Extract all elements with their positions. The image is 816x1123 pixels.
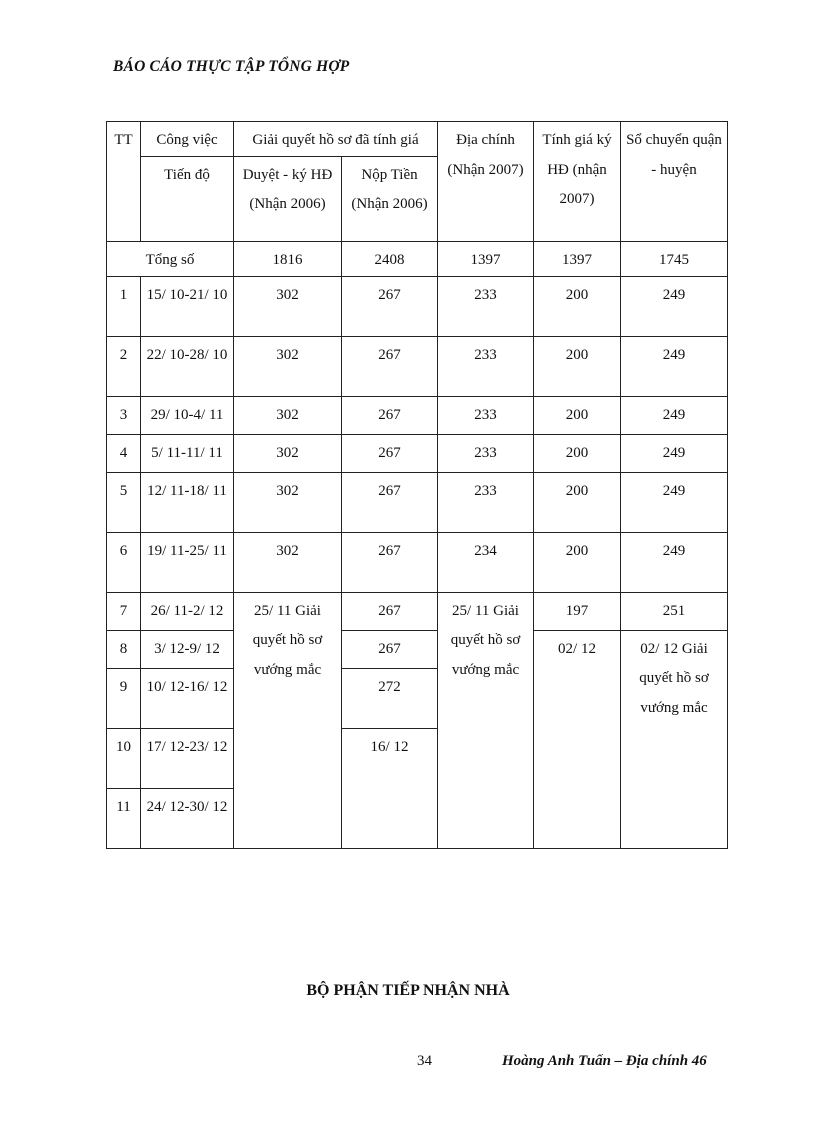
row-tt: 1 [107, 276, 141, 336]
report-header-title: BÁO CÁO THỰC TẬP TỔNG HỢP [113, 58, 350, 75]
row-tt: 5 [107, 472, 141, 532]
row-tinh-gia: 200 [534, 276, 621, 336]
row-so-chuyen: 249 [621, 472, 728, 532]
table-row [107, 336, 728, 396]
row-tt: 9 [107, 668, 141, 728]
row-period: 15/ 10-21/ 10 [141, 276, 234, 336]
header-giai-quyet: Giải quyết hồ sơ đã tính giá [234, 122, 438, 157]
footer-author: Hoàng Anh Tuấn – Địa chính 46 [502, 1053, 707, 1069]
row-nop-tien: 267 [342, 630, 438, 668]
row-period: 3/ 12-9/ 12 [141, 630, 234, 668]
row-tinh-gia: 200 [534, 532, 621, 592]
total-label: Tổng số [107, 241, 234, 276]
row-tt: 11 [107, 788, 141, 848]
header-tien-do: Tiến độ [141, 156, 234, 241]
row-dia-chinh: 233 [438, 396, 534, 434]
progress-table [106, 121, 728, 849]
row-tinh-gia: 200 [534, 336, 621, 396]
header-tt: TT [107, 122, 141, 242]
merged-duyet-note: 25/ 11 Giải quyết hồ sơ vướng mắc [234, 592, 342, 848]
total-dia-chinh: 1397 [438, 241, 534, 276]
table-row [107, 472, 728, 532]
row-duyet: 302 [234, 434, 342, 472]
row-so-chuyen: 249 [621, 434, 728, 472]
row-duyet: 302 [234, 276, 342, 336]
row-tt: 7 [107, 592, 141, 630]
row-nop-tien: 267 [342, 434, 438, 472]
row-so-chuyen: 251 [621, 592, 728, 630]
header-dia-chinh: Địa chính (Nhận 2007) [438, 122, 534, 242]
row-duyet: 302 [234, 336, 342, 396]
merged-so-chuyen-note: 02/ 12 Giải quyết hồ sơ vướng mắc [621, 630, 728, 848]
table-header-row [107, 122, 728, 157]
row-tt: 2 [107, 336, 141, 396]
table-row [107, 276, 728, 336]
row-period: 22/ 10-28/ 10 [141, 336, 234, 396]
total-so-chuyen: 1745 [621, 241, 728, 276]
header-nop-tien: Nộp Tiền (Nhận 2006) [342, 156, 438, 241]
row-period: 19/ 11-25/ 11 [141, 532, 234, 592]
total-tinh-gia: 1397 [534, 241, 621, 276]
table-row [107, 532, 728, 592]
row-dia-chinh: 233 [438, 276, 534, 336]
row-so-chuyen: 249 [621, 396, 728, 434]
row-so-chuyen: 249 [621, 336, 728, 396]
row-nop-tien: 267 [342, 396, 438, 434]
row-tt: 3 [107, 396, 141, 434]
row-nop-tien: 267 [342, 276, 438, 336]
row-dia-chinh: 233 [438, 472, 534, 532]
table-row [107, 630, 728, 668]
table-row [107, 396, 728, 434]
row-tt: 4 [107, 434, 141, 472]
row-period: 24/ 12-30/ 12 [141, 788, 234, 848]
row-nop-tien: 267 [342, 592, 438, 630]
section-title: BỘ PHẬN TIẾP NHẬN NHÀ [306, 982, 510, 999]
row-tinh-gia: 197 [534, 592, 621, 630]
row-tt: 8 [107, 630, 141, 668]
header-tinh-gia: Tính giá ký HĐ (nhận 2007) [534, 122, 621, 242]
header-cong-viec: Công việc [141, 122, 234, 157]
page-number: 34 [417, 1053, 432, 1069]
row-nop-tien: 267 [342, 336, 438, 396]
row-duyet: 302 [234, 532, 342, 592]
total-row [107, 241, 728, 276]
row-tinh-gia: 200 [534, 472, 621, 532]
row-dia-chinh: 233 [438, 434, 534, 472]
header-duyet: Duyệt - ký HĐ (Nhận 2006) [234, 156, 342, 241]
row-nop-tien: 272 [342, 668, 438, 728]
row-tinh-gia: 200 [534, 396, 621, 434]
total-nop-tien: 2408 [342, 241, 438, 276]
row-duyet: 302 [234, 472, 342, 532]
merged-tinh-gia-note: 02/ 12 [534, 630, 621, 848]
row-nop-tien: 16/ 12 [342, 728, 438, 848]
row-nop-tien: 267 [342, 532, 438, 592]
row-period: 12/ 11-18/ 11 [141, 472, 234, 532]
row-period: 17/ 12-23/ 12 [141, 728, 234, 788]
row-so-chuyen: 249 [621, 276, 728, 336]
row-period: 5/ 11-11/ 11 [141, 434, 234, 472]
row-nop-tien: 267 [342, 472, 438, 532]
table-row [107, 592, 728, 630]
row-tt: 10 [107, 728, 141, 788]
row-tinh-gia: 200 [534, 434, 621, 472]
row-period: 29/ 10-4/ 11 [141, 396, 234, 434]
table-row [107, 434, 728, 472]
total-duyet: 1816 [234, 241, 342, 276]
merged-dia-chinh-note: 25/ 11 Giải quyết hồ sơ vướng mắc [438, 592, 534, 848]
header-so-chuyen: Sổ chuyển quận - huyện [621, 122, 728, 242]
row-period: 10/ 12-16/ 12 [141, 668, 234, 728]
row-tt: 6 [107, 532, 141, 592]
row-period: 26/ 11-2/ 12 [141, 592, 234, 630]
row-duyet: 302 [234, 396, 342, 434]
row-dia-chinh: 234 [438, 532, 534, 592]
row-dia-chinh: 233 [438, 336, 534, 396]
row-so-chuyen: 249 [621, 532, 728, 592]
